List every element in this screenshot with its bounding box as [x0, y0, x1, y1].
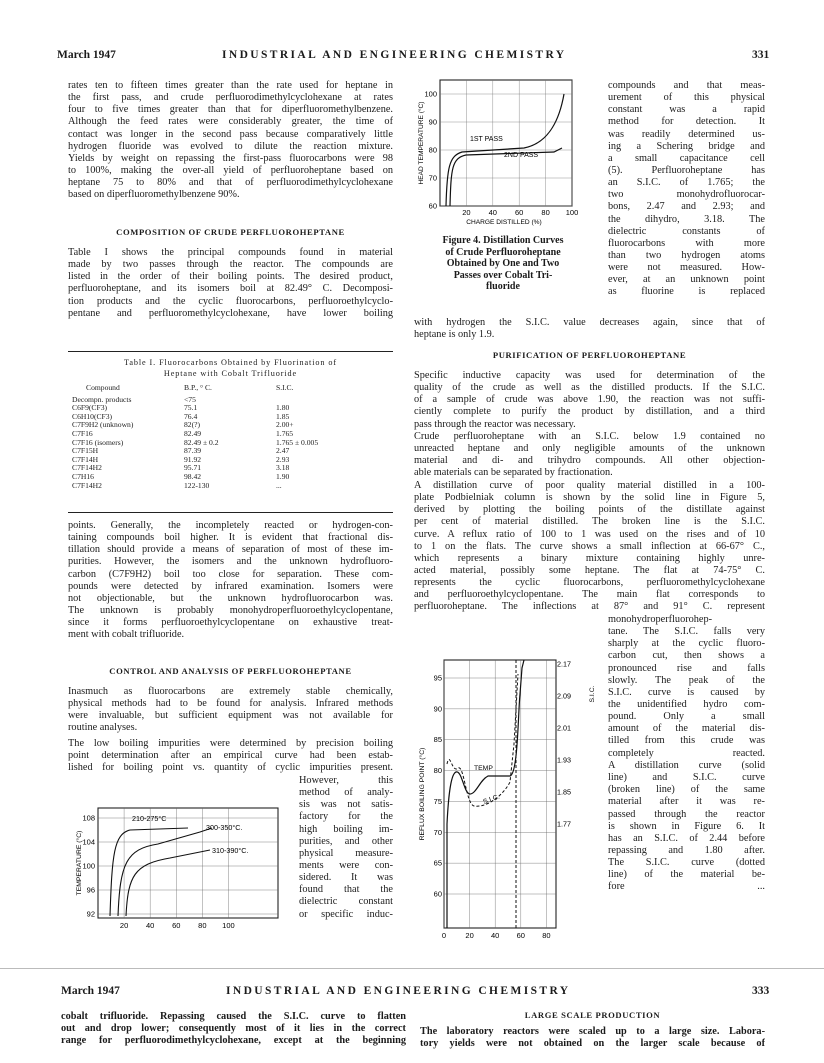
text-line: cobalt trifluoride. Repassing caused the S.I.C. curve to flatten: [61, 1011, 406, 1022]
bottom-header-date: March 1947: [61, 985, 120, 997]
text-line: a small capacitance cell: [608, 152, 765, 164]
fig4-frame: [440, 80, 572, 206]
fig-left-x-tick: 20: [119, 921, 129, 930]
fig-left-ylabel: TEMPERATURE (°C): [76, 830, 83, 896]
text-line: repassing and 1.80 after.: [608, 844, 765, 856]
fig5-y-right-tick: 2.01: [557, 723, 571, 733]
table-cell: C7H16: [72, 471, 94, 481]
text-line: (5). Perfluoroheptane has: [608, 164, 765, 176]
text-line: A distillation curve of poor quality material distilled in a 100-: [414, 480, 765, 491]
header-date: March 1947: [57, 49, 116, 61]
table-cell: <75: [184, 394, 196, 404]
text-line: The unknown is probably monohydroperfluoroethylcyclopentane,: [68, 604, 393, 616]
text-line: sidered. It was: [299, 872, 393, 884]
table-cell: 1.765: [276, 428, 294, 438]
text-line: factory for the: [299, 811, 393, 823]
fig4-x-tick: 80: [541, 208, 550, 217]
text-line: dielectric constants of: [608, 225, 765, 237]
text-line: taining compounds boil higher. It is evident that fractional dis-: [68, 532, 393, 544]
text-line: pentane and perfluoromethylcyclohexane, have lower boiling: [68, 307, 393, 319]
text-line: since it forms perfluoroethylcyclopentane on exhaustive treat-: [68, 617, 393, 629]
fig4-y-tick: 60: [428, 201, 437, 211]
text-line: carbon (C7F9H2) boil too close for separation. These com-: [68, 568, 393, 580]
fig-left-frame: [98, 808, 278, 918]
table-row: [72, 404, 362, 413]
table-row: [72, 473, 362, 482]
caption-line: Figure 4. Distillation Curves: [442, 235, 564, 246]
text-line: urement of this physical: [608, 92, 765, 104]
text-line: is shown in Figure 6. It: [608, 820, 765, 832]
table-row: [72, 396, 362, 405]
fig5-label-temp: TEMP: [474, 765, 493, 772]
left-paragraph-5: [68, 738, 393, 774]
text-line: points. Generally, the incompletely reacted or hydrogen-con-: [68, 520, 393, 531]
text-line: found that the: [299, 884, 393, 896]
left-paragraph-2: [68, 247, 393, 320]
fig4-y-tick: 90: [428, 117, 437, 127]
text-line: Crude perfluoroheptane with an S.I.C. below 1.9 contained no: [414, 431, 765, 442]
table-cell: C7F16 (isomers): [72, 437, 124, 447]
fig-left-x-tick: 80: [198, 921, 207, 930]
fig4-x-tick: 40: [488, 208, 497, 217]
table-header-cell: S.I.C.: [276, 383, 294, 392]
table-cell: 98.42: [184, 471, 202, 481]
fig-left-label-b: 300-350°C.: [206, 823, 243, 832]
table-cell: 82.49 ± 0.2: [184, 437, 219, 447]
right-paragraph-3: [414, 431, 765, 480]
text-line: were invaluable, but sufficient equipment was not available for: [68, 710, 393, 722]
text-line: slowly. The peak of the: [608, 674, 765, 686]
text-line: fore ...: [608, 881, 765, 893]
text-line: perfluoroheptane. The inflections at 87° and 91° C. represent: [414, 601, 765, 613]
text-line: an S.I.C. of 1.765; the: [608, 177, 765, 189]
fig5-ylabel-right: S.I.C.: [589, 685, 596, 703]
fig4-x-tick: 20: [462, 208, 471, 217]
text-line: pronounced rise and falls: [608, 662, 765, 674]
boiling-range-figure: [70, 804, 286, 936]
left-paragraph-4: [68, 686, 393, 735]
fig4-label-second-pass: 2ND PASS: [504, 152, 539, 159]
fig4-x-tick: 100: [565, 208, 579, 217]
text-line: ments were con-: [299, 859, 393, 871]
text-line: than two hydrogen atoms: [608, 249, 765, 261]
text-line: (broken line) of the same: [608, 784, 765, 796]
table-cell: 1.85: [276, 411, 290, 421]
table-cell: 82.49: [184, 428, 202, 438]
table-cell: 1.90: [276, 471, 290, 481]
table-cell: C7F14H2: [72, 463, 102, 473]
right-paragraph-2: [414, 370, 765, 431]
fig-left-label-a: 210-275°C: [132, 814, 167, 823]
bottom-left-paragraph: [61, 1011, 406, 1047]
fig5-frame: [444, 660, 556, 928]
text-line: constant was a rapid: [608, 104, 765, 116]
fig5-y-right-tick: 2.09: [557, 691, 571, 701]
fig4-y-tick: 70: [428, 173, 437, 183]
fig4-label-first-pass: 1ST PASS: [470, 136, 503, 143]
right-paragraph-5: [608, 614, 765, 760]
table-title-line-1: Table I. Fluorocarbons Obtained by Fluorination of: [124, 358, 337, 367]
caption-line: fluoride: [486, 281, 520, 292]
text-line: hydrogen fluoride was evolved to dilute the reaction mixture.: [68, 140, 393, 152]
fig5-y-right-tick: 1.93: [557, 755, 571, 765]
text-line: method for detection. It: [608, 116, 765, 128]
text-line: monohydroperfluorohep-: [608, 614, 713, 625]
text-line: tilled from this crude was: [608, 735, 765, 747]
text-line: two monohydrofluorocar-: [608, 189, 765, 201]
figure-4-caption: [414, 235, 592, 293]
text-line: or specific induc-: [299, 908, 393, 920]
text-line: material and di- and trihydro compounds. All other objection-: [414, 455, 765, 467]
table-cell: 1.765 ± 0.005: [276, 437, 319, 447]
table-cell: C7F9H2 (unknown): [72, 420, 134, 430]
text-line: four to five times greater than that for diperfluoromethylbenzene.: [68, 104, 393, 116]
header-journal-title: INDUSTRIAL AND ENGINEERING CHEMISTRY: [222, 49, 567, 61]
text-line: ever, at an unknown point: [608, 274, 765, 286]
fig5-x-tick: 40: [491, 931, 500, 940]
text-line: unreacted heptane and only negligible amounts of the unknown: [414, 443, 765, 455]
section-heading-composition: COMPOSITION OF CRUDE PERFLUOROHEPTANE: [116, 227, 345, 237]
text-line: S.I.C. curve is caused by: [608, 686, 765, 698]
text-line: of a sample of crude was above 1.90, the reaction was not suffi-: [414, 394, 765, 406]
table-cell: 2.00+: [276, 420, 294, 430]
figure-4-chart: [414, 78, 594, 228]
text-line: tion products and the cyclic fluorocarbons, perfluoroethylcyclo-: [68, 295, 393, 307]
fig-left-x-tick: 100: [222, 921, 235, 930]
fig5-y-tick: 65: [433, 858, 442, 868]
text-line: made by two passes through the reactor. The compounds are: [68, 259, 393, 271]
text-line: out and drop lower; consequently most of it lies in the correct: [61, 1023, 406, 1035]
fig4-ylabel: HEAD TEMPERATURE (°C): [418, 101, 425, 185]
text-line: tory yields were not obtained on the larger scale because of: [420, 1038, 765, 1050]
fig5-y-tick: 85: [433, 735, 442, 745]
table-row: [72, 456, 362, 465]
table-cell: Decompn. products: [72, 394, 132, 404]
text-line: has an S.I.C. of 2.44 before: [608, 832, 765, 844]
bottom-header-journal-title: INDUSTRIAL AND ENGINEERING CHEMISTRY: [226, 985, 571, 997]
text-line: curve. A reflux ratio of 100 to 1 was used on the rises and of 10: [414, 528, 765, 540]
text-line: However, this: [299, 775, 393, 786]
table-cell: C7F14H: [72, 454, 99, 464]
right-paragraph-1-full: [414, 317, 765, 341]
fig-left-y-tick: 92: [86, 909, 95, 919]
text-line: represents the cyclic fluorocarbons, perfluoromethylcyclohexane: [414, 577, 765, 589]
text-line: to 1 on the flats. The curve shows a small inflection at 66-67° C.,: [414, 540, 765, 552]
table-cell: C7F14H2: [72, 480, 102, 490]
text-line: The S.I.C. curve (dotted: [608, 857, 765, 869]
section-heading-purification: PURIFICATION OF PERFLUOROHEPTANE: [492, 350, 687, 360]
text-line: perfluoroheptane, and its isomers boil at 82.49° C. Decomposi-: [68, 283, 393, 295]
text-line: compounds and that meas-: [608, 80, 765, 91]
text-line: A distillation curve (solid: [608, 760, 765, 771]
left-paragraph-6: [299, 775, 393, 921]
fig-left-y-tick: 96: [86, 885, 95, 895]
fig4-y-tick: 100: [424, 89, 437, 99]
table-bottom-rule: [68, 512, 393, 513]
text-line: amount of the material dis-: [608, 723, 765, 735]
text-line: routine analyses.: [68, 722, 138, 734]
text-line: pound. Only a small: [608, 711, 765, 723]
fig5-y-tick: 75: [433, 796, 442, 806]
fig-left-x-tick: 60: [172, 921, 181, 930]
text-line: derived by plotting the boiling points of the distillate against: [414, 504, 765, 516]
fig5-y-tick: 95: [433, 673, 442, 683]
table-cell: C7F16: [72, 428, 93, 438]
fig5-x-tick: 0: [441, 931, 447, 940]
table-cell: 122-130: [184, 480, 210, 490]
right-paragraph-1: [608, 80, 765, 299]
fig-left-label-c: 310-390°C.: [212, 846, 249, 855]
text-line: range for perfluorodimethylcyclohexane, except at the beginning: [61, 1035, 406, 1047]
text-line: Specific inductive capacity was used for determination of the: [414, 370, 765, 381]
text-line: ing a Schering bridge and: [608, 140, 765, 152]
left-paragraph-1: [68, 80, 393, 201]
text-line: ciently complete to purify the product by distillation, and a third: [414, 406, 765, 418]
fig-left-y-tick: 108: [82, 813, 95, 823]
header-page-number: 331: [752, 49, 770, 61]
table-row: [72, 447, 362, 456]
fig-left-x-tick: 40: [146, 921, 155, 930]
text-line: contact was longer in the second pass because comparatively little: [68, 128, 393, 140]
fig5-label-sic: S.I.C.: [482, 793, 501, 806]
table-cell: 91.92: [184, 454, 202, 464]
caption-line: Passes over Cobalt Tri-: [453, 269, 553, 281]
fluorocarbon-table: [72, 384, 362, 490]
text-line: pounds were detected by infrared examination. Isomers were: [68, 580, 393, 592]
fig5-y-tick: 80: [433, 766, 442, 776]
table-cell: 75.1: [184, 403, 198, 413]
text-line: sharply at the cyclic fluoro-: [608, 638, 765, 650]
text-line: rates ten to fifteen times greater than the rate used for heptane in: [68, 80, 393, 91]
text-line: pass through the reactor was necessary.: [414, 418, 576, 430]
table-cell: 95.71: [184, 463, 202, 473]
text-line: bons, 2.47 and 2.93; and: [608, 201, 765, 213]
table-row: [72, 421, 362, 430]
bottom-right-paragraph: [420, 1026, 765, 1050]
text-line: The laboratory reactors were scaled up to a large size. Labora-: [420, 1026, 765, 1037]
text-line: high boiling im-: [299, 823, 393, 835]
text-line: physical measure-: [299, 847, 393, 859]
table-row: [72, 464, 362, 473]
text-line: listed in the order of their boiling points. The desired product,: [68, 271, 393, 283]
text-line: passed through the reactor: [608, 808, 765, 820]
left-paragraph-3: [68, 520, 393, 641]
caption-line: of Crude Perfluoroheptane: [445, 246, 561, 258]
section-heading-control: CONTROL AND ANALYSIS OF PERFLUOROHEPTANE: [109, 666, 352, 676]
text-line: ment with cobalt trifluoride.: [68, 629, 185, 641]
table-row: [72, 439, 362, 448]
fig5-x-tick: 80: [542, 931, 551, 940]
fig5-y-right-tick: 2.17: [557, 659, 571, 669]
fig4-xlabel: CHARGE DISTILLED (%): [466, 219, 542, 226]
table-top-rule: [68, 351, 393, 352]
table-title-line-2: Heptane with Cobalt Trifluoride: [163, 368, 298, 378]
text-line: completely reacted.: [608, 747, 765, 759]
text-line: fluorocarbons with more: [608, 237, 765, 249]
text-line: and perfluoroethylcyclopentane. The main flat corresponds to: [414, 589, 765, 601]
text-line: Although the feed rates were considerably greater, the time of: [68, 116, 393, 128]
table-title: [68, 358, 393, 379]
bottom-header-page-number: 333: [752, 985, 770, 997]
table-cell: 87.39: [184, 446, 202, 456]
text-line: were not measured. How-: [608, 262, 765, 274]
text-line: physical methods had to be found for analysis. Infrared methods: [68, 698, 393, 710]
caption-line: Obtained by One and Two: [446, 258, 560, 269]
text-line: purities, and other: [299, 835, 393, 847]
text-line: carbon cut, then shows a: [608, 650, 765, 662]
text-line: not objectionable, but the unknown hydrofluorocarbon was.: [68, 592, 393, 604]
text-line: method of analy-: [299, 787, 393, 799]
fig4-x-tick: 60: [515, 208, 524, 217]
page-divider: [0, 968, 824, 969]
text-line: the first pass, and crude perfluorodimethylcyclohexane at rates: [68, 92, 393, 104]
fig5-y-tick: 60: [433, 889, 442, 899]
table-cell: C6F9(CF3): [72, 403, 108, 413]
text-line: as fluorine is replaced: [608, 286, 765, 298]
text-line: acted material, possibly some heptane. The flat at 74-75° C.: [414, 564, 765, 576]
section-heading-large-scale: LARGE SCALE PRODUCTION: [524, 1010, 661, 1020]
table-cell: C7F15H: [72, 446, 99, 456]
fig5-ylabel: REFLUX BOILING POINT (°C): [419, 747, 426, 841]
fig5-x-tick: 20: [465, 931, 474, 940]
table-row: [72, 482, 362, 491]
text-line: was readily determined us-: [608, 128, 765, 140]
text-line: Table I shows the principal compounds found in material: [68, 247, 393, 258]
text-line: based on diperfluoromethylbenzene 90%.: [68, 189, 240, 201]
text-line: dielectric constant: [299, 896, 393, 908]
text-line: tillation should provide a means of separation of most of these im-: [68, 544, 393, 556]
text-line: tane. The S.I.C. falls very: [608, 626, 765, 638]
table-cell: 76.4: [184, 411, 198, 421]
table-cell: 2.47: [276, 446, 290, 456]
text-line: per cent of material distilled. The broken line is the S.I.C.: [414, 516, 765, 528]
text-line: point determination after an empirical curve had been estab-: [68, 750, 393, 762]
table-header-cell: Compound: [86, 383, 120, 392]
fig5-y-tick: 70: [433, 827, 442, 837]
fig5-y-right-tick: 1.85: [557, 787, 571, 797]
fig-left-y-tick: 104: [82, 837, 95, 847]
text-line: Inasmuch as fluorocarbons are extremely stable chemically,: [68, 686, 393, 697]
text-line: Yields by weight on repassing the first-pass fluorocarbons were 98: [68, 152, 393, 164]
fig5-y-tick: 90: [433, 704, 442, 714]
text-line: to 100%, making the over-all yield of perfluoroheptane based on: [68, 164, 393, 176]
curve-300-350: [118, 828, 212, 916]
table-cell: C6H10(CF3): [72, 411, 113, 421]
text-line: quality of the crude as well as the distilled products. If the S.I.C.: [414, 382, 765, 394]
text-line: heptane is only 1.9.: [414, 329, 495, 341]
figure-5-chart: [414, 654, 604, 942]
fig5-y-right-tick: 1.77: [557, 819, 571, 829]
text-line: which represents a binary mixture containing highly unre-: [414, 552, 765, 564]
table-cell: 1.80: [276, 403, 290, 413]
text-line: The low boiling impurities were determined by precision boiling: [68, 738, 393, 749]
table-cell: 3.18: [276, 463, 290, 473]
table-cell: 82(?): [184, 420, 201, 430]
text-line: line) of the material be-: [608, 869, 765, 881]
text-line: plate Podbielniak column is shown by the solid line in Figure 5,: [414, 492, 765, 504]
table-cell: ...: [276, 480, 282, 490]
right-paragraph-6: [608, 760, 765, 894]
text-line: line) and S.I.C. curve: [608, 772, 765, 784]
table-cell: 2.93: [276, 454, 290, 464]
text-line: purities. However, the isomers and the unknown hydrofluoro-: [68, 556, 393, 568]
text-line: with hydrogen the S.I.C. value decreases again, since that of: [414, 317, 765, 328]
right-paragraph-4: [414, 480, 765, 614]
table-header-cell: B.P., ° C.: [184, 383, 212, 392]
fig5-sic-curve: [447, 674, 518, 806]
curve-310-390: [126, 850, 210, 916]
fig5-x-tick: 60: [516, 931, 525, 940]
fig5-temp-curve: [447, 660, 524, 928]
text-line: the dihydro, 3.18. The: [608, 213, 765, 225]
fig-left-y-tick: 100: [82, 861, 95, 871]
text-line: lished for boiling point vs. quantity of cyclic impurities present.: [68, 762, 393, 774]
text-line: heptane 75 to 80% and that of perfluorodimethylcyclohexane: [68, 177, 393, 189]
text-line: sis was not satis-: [299, 799, 393, 811]
text-line: able materials can be separated by fractionation.: [414, 467, 613, 479]
text-line: the unidentified hydro com-: [608, 698, 765, 710]
fig4-y-tick: 80: [428, 145, 437, 155]
text-line: material after it was re-: [608, 796, 765, 808]
